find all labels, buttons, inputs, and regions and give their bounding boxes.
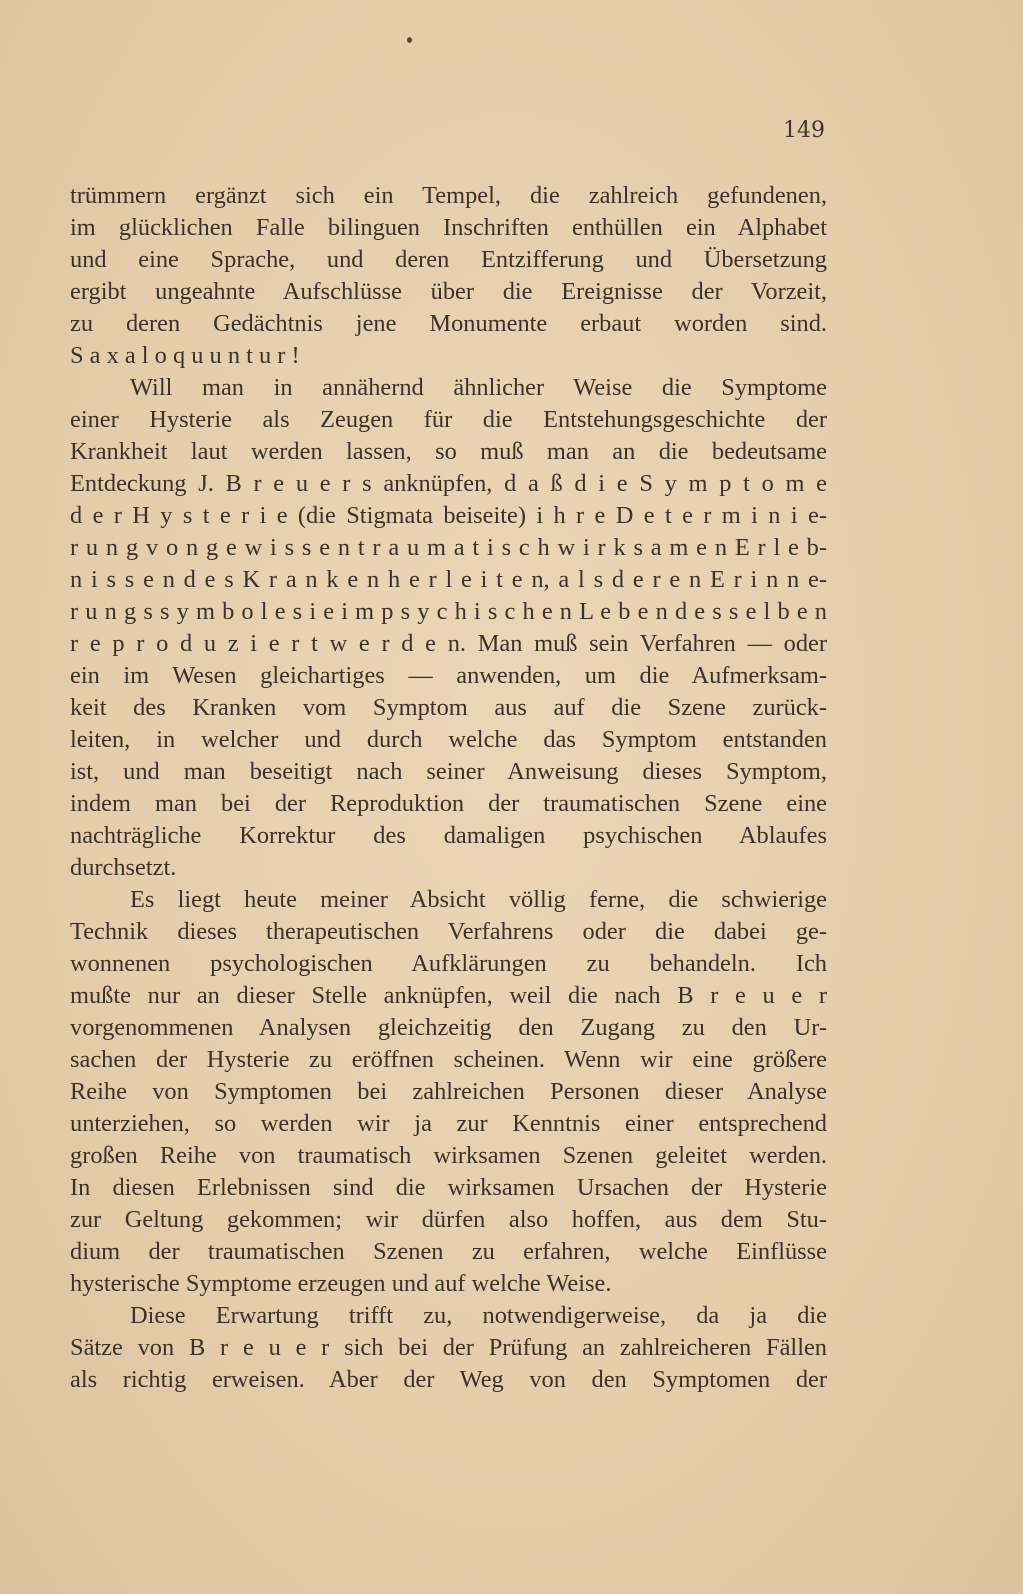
text-line: keit des Kranken vom Symptom aus auf die Szene zurück- [70,694,827,721]
text-line: dium der traumatischen Szenen zu erfahren, welche Einflüsse [70,1238,827,1265]
text-line: r u n g s s y m b o l e s i e i m p s y c h i s c h e n L e b e n d e s s e l b e n [70,598,827,625]
text-line: r e p r o d u z i e r t w e r d e n. Man muß sein Verfahren — oder [70,630,827,657]
text-line: wonnenen psychologischen Aufklärungen zu behandeln. Ich [70,950,827,977]
text-line: unterziehen, so werden wir ja zur Kenntnis einer entsprechend [70,1110,827,1137]
page-number: 149 [783,118,825,143]
text-line: Entdeckung J. B r e u e r s anknüpfen, d a ß d i e S y m p t o m e [70,470,827,497]
text-line: Es liegt heute meiner Absicht völlig ferne, die schwierige [130,886,827,913]
text-line: Technik dieses therapeutischen Verfahrens oder die dabei ge- [70,918,827,945]
text-line: im glücklichen Falle bilinguen Inschriften enthüllen ein Alphabet [70,214,827,241]
text-line: Diese Erwartung trifft zu, notwendigerweise, da ja die [130,1302,827,1329]
text-line: trümmern ergänzt sich ein Tempel, die zahlreich gefundenen, [70,182,827,209]
body-text [70,180,827,1396]
text-line: Krankheit laut werden lassen, so muß man an die bedeutsame [70,438,827,465]
text-line: zu deren Gedächtnis jene Monumente erbaut worden sind. [70,310,827,337]
text-line: ein im Wesen gleichartiges — anwenden, um die Aufmerksam- [70,662,827,689]
text-line: einer Hysterie als Zeugen für die Entstehungsgeschichte der [70,406,827,433]
text-line: Sätze von B r e u e r sich bei der Prüfung an zahlreicheren Fällen [70,1334,827,1361]
text-line: vorgenommenen Analysen gleichzeitig den Zugang zu den Ur- [70,1014,827,1041]
ink-dot [407,37,412,43]
text-line: S a x a l o q u u n t u r ! [70,342,300,369]
text-line: zur Geltung gekommen; wir dürfen also hoffen, aus dem Stu- [70,1206,827,1233]
text-line: n i s s e n d e s K r a n k e n h e r l e i t e n, a l s d e r e n E r i n n e- [70,566,827,593]
text-line: Will man in annähernd ähnlicher Weise die Symptome [130,374,827,401]
text-line: In diesen Erlebnissen sind die wirksamen Ursachen der Hysterie [70,1174,827,1201]
text-line: großen Reihe von traumatisch wirksamen Szenen geleitet werden. [70,1142,827,1169]
text-line: leiten, in welcher und durch welche das Symptom entstanden [70,726,827,753]
text-line: indem man bei der Reproduktion der traumatischen Szene eine [70,790,827,817]
text-line: sachen der Hysterie zu eröffnen scheinen. Wenn wir eine größere [70,1046,827,1073]
text-line: Reihe von Symptomen bei zahlreichen Personen dieser Analyse [70,1078,827,1105]
text-line: hysterische Symptome erzeugen und auf welche Weise. [70,1270,612,1297]
text-line: d e r H y s t e r i e (die Stigmata beiseite) i h r e D e t e r m i n i e- [70,502,827,529]
text-line: durchsetzt. [70,854,177,881]
text-line: als richtig erweisen. Aber der Weg von den Symptomen der [70,1366,827,1393]
text-line: ist, und man beseitigt nach seiner Anweisung dieses Symptom, [70,758,827,785]
text-line: und eine Sprache, und deren Entzifferung und Übersetzung [70,246,827,273]
text-line: nachträgliche Korrektur des damaligen psychischen Ablaufes [70,822,827,849]
text-line: r u n g v o n g e w i s s e n t r a u m a t i s c h w i r k s a m e n E r l e b- [70,534,827,561]
text-line: mußte nur an dieser Stelle anknüpfen, weil die nach B r e u e r [70,982,827,1009]
text-line: ergibt ungeahnte Aufschlüsse über die Ereignisse der Vorzeit, [70,278,827,305]
